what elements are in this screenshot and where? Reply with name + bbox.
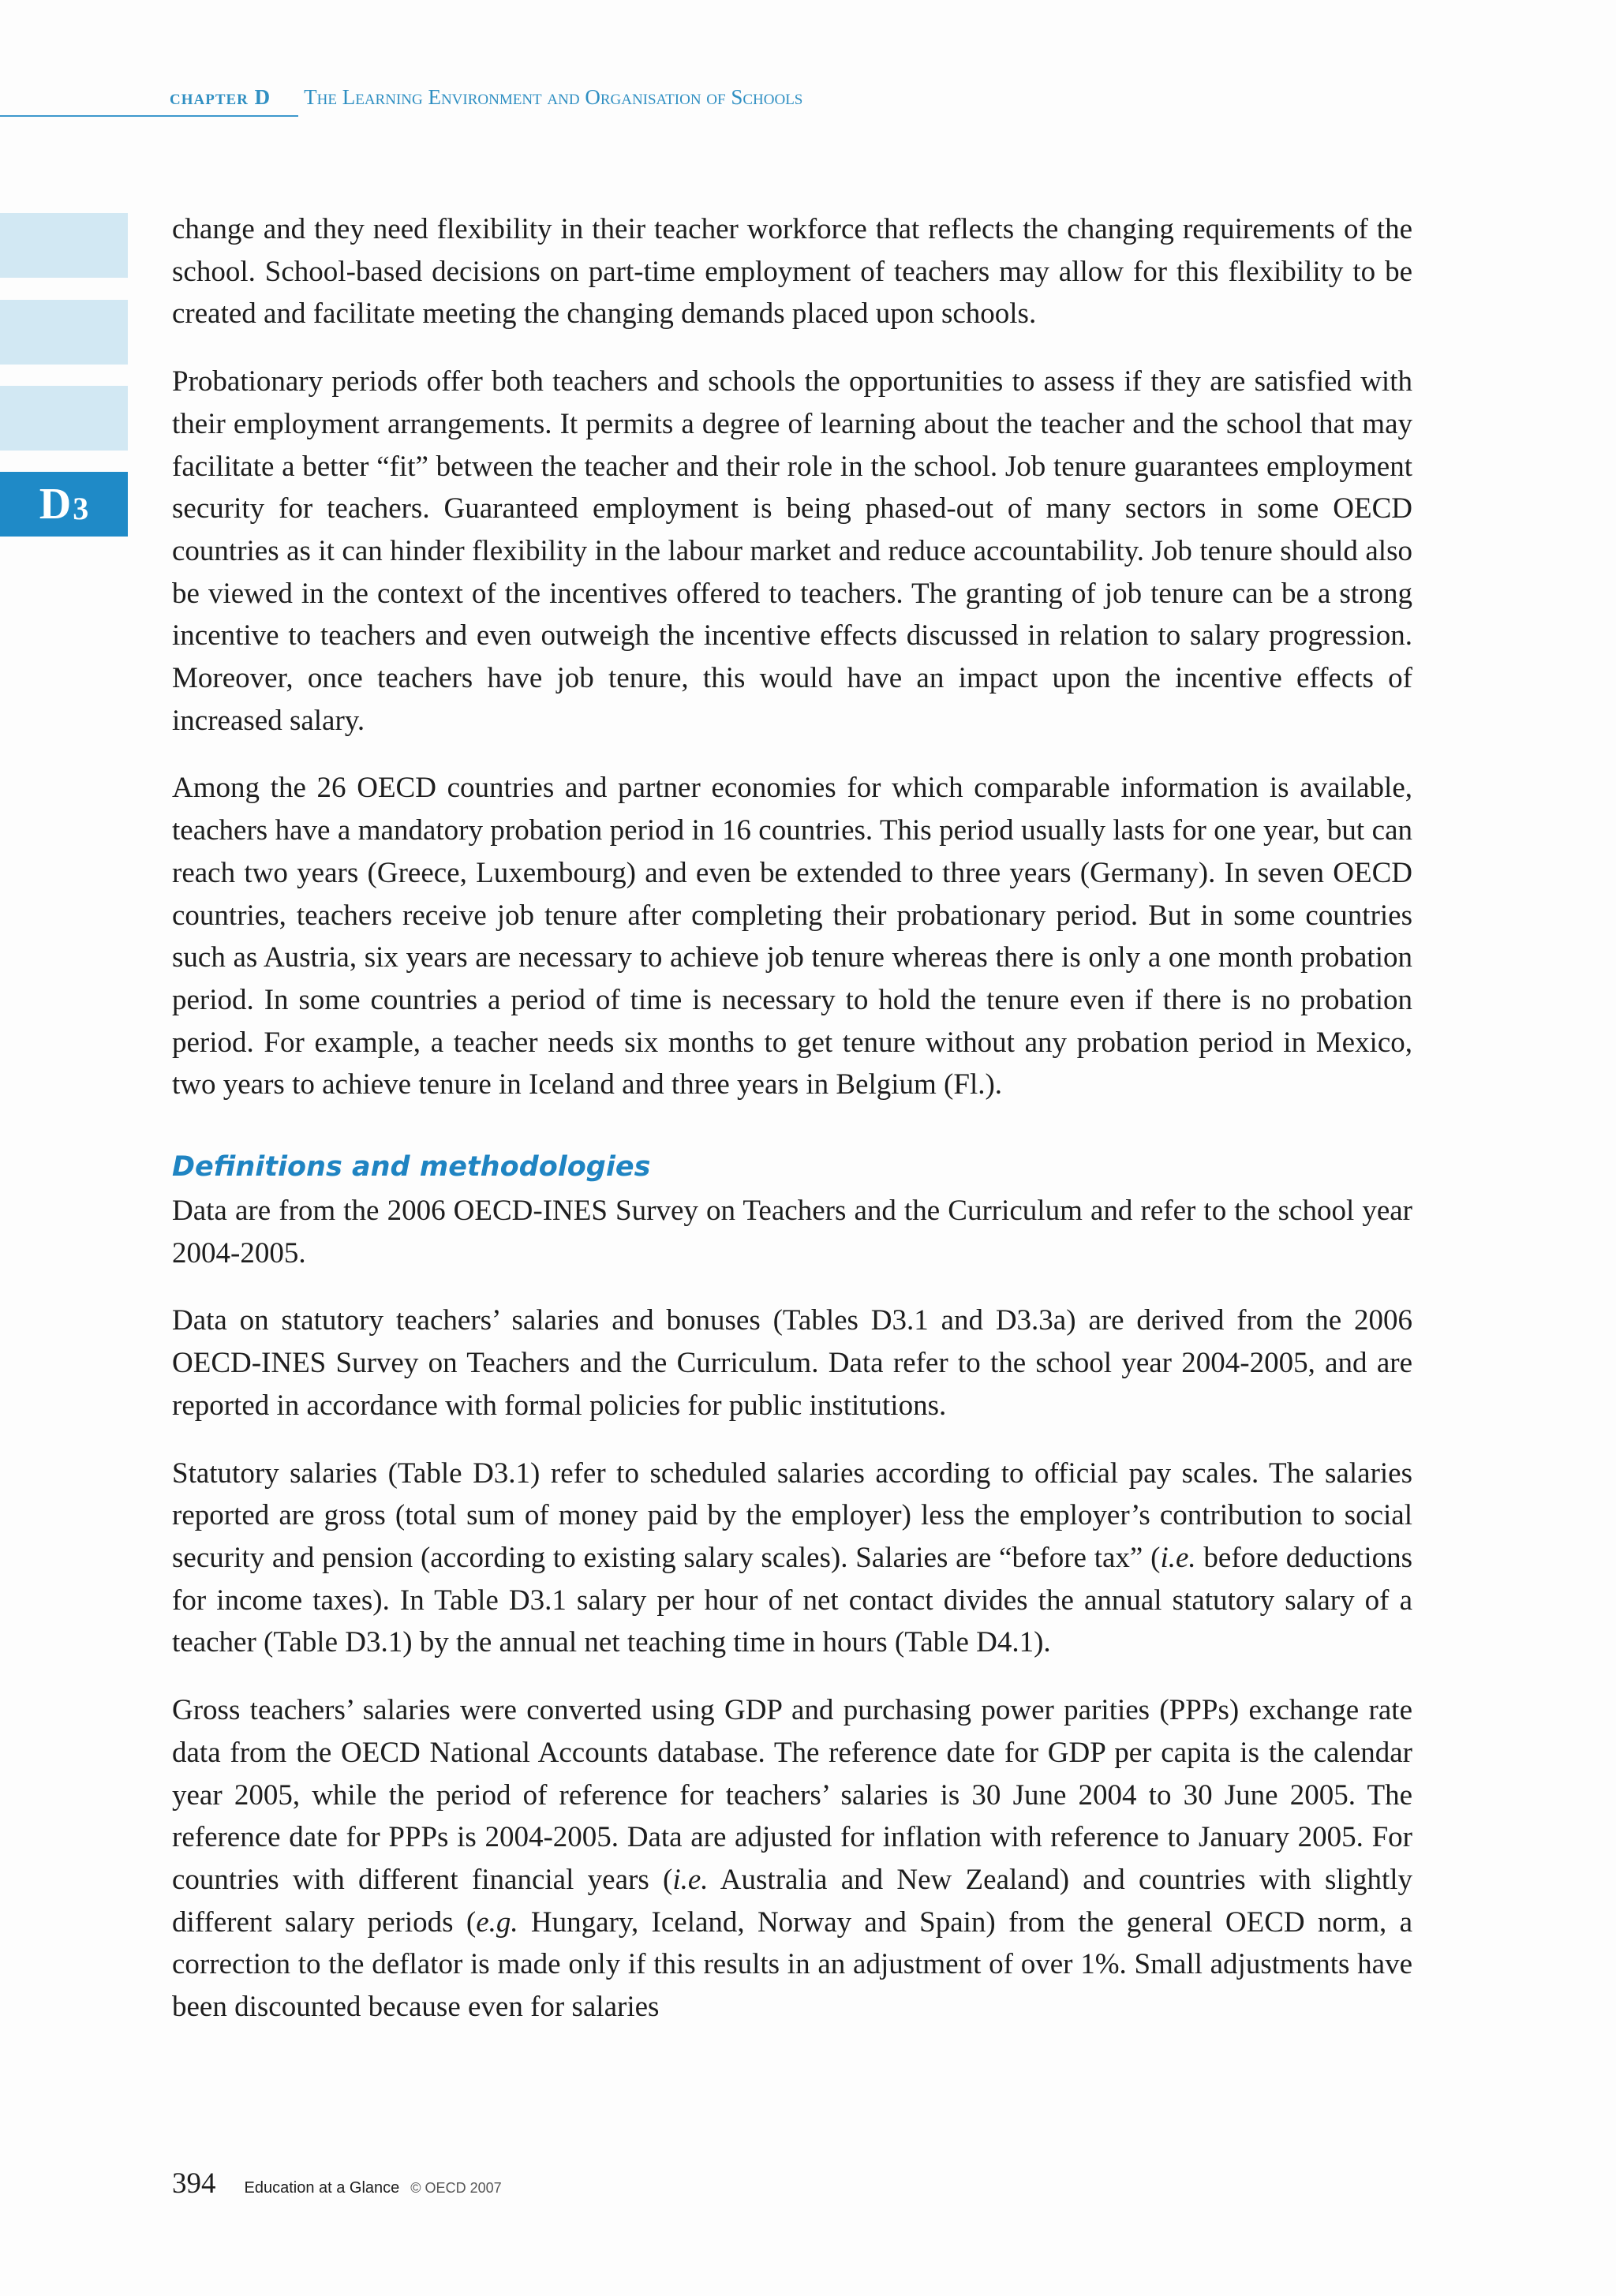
body-text bbox=[172, 208, 1412, 2054]
header-rule bbox=[0, 115, 298, 117]
side-tab-d2 bbox=[0, 300, 128, 365]
side-tab-blank bbox=[0, 386, 128, 451]
side-tab-letter: D bbox=[39, 480, 72, 529]
paragraph: change and they need flexibility in their teacher workforce that reflects the changing requirements of the school. School-based decisions on part-time employment of teachers may allow for this flexibility to be created and facilitate meeting the changing demands placed upon schools. bbox=[172, 213, 1412, 331]
paragraph: Gross teachers’ salaries were converted using GDP and purchasing power parities (PPPs) exchange rate data from the OECD National Accounts database. The reference date for GDP per capita is the calendar year 2005, while the period of reference for teachers’ salaries is 30 June 2004 to 30 June 2005. The reference date for PPPs is 2004-2005. Data are adjusted for inflation with reference to January 2005. For countries with different financial years (i.e. Australia and New Zealand) and countries with slightly different salary periods (e.g. Hungary, Iceland, Norway and Spain) from the general OECD norm, a correction to the deflator is made only if this results in an adjustment of over 1%. Small adjustments have been discounted because even for salaries bbox=[172, 1694, 1413, 2024]
page-footer bbox=[172, 2167, 502, 2201]
paragraph: Data are from the 2006 OECD-INES Survey on Teachers and the Curriculum and refer to the school year 2004-2005. bbox=[172, 1195, 1412, 1270]
section-heading: Definitions and methodologies bbox=[172, 1151, 651, 1184]
side-tab-number: 3 bbox=[73, 490, 89, 526]
paragraph: Probationary periods offer both teachers and schools the opportunities to assess if they are satisfied with their employment arrangements. It permits a degree of learning about the teacher and the school that may facilitate a better “fit” between the teacher and their role in the school. Job tenure guarantees employment security for teachers. Guaranteed employment is being phased-out of many sectors in some OECD countries as it can hinder flexibility in the labour market and reduce accountability. Job tenure should also be viewed in the context of the incentives offered to teachers. The granting of job tenure can be a strong incentive to teachers and even outweigh the incentive effects discussed in relation to salary progression. Moreover, once teachers have job tenure, this would have an impact upon the incentive effects of increased salary. bbox=[172, 365, 1412, 737]
chapter-label: chapter D bbox=[170, 85, 271, 109]
publication-title: Education at a Glance bbox=[244, 2179, 400, 2197]
page-number: 394 bbox=[172, 2167, 216, 2200]
running-header bbox=[170, 85, 802, 110]
side-tab-d3 bbox=[0, 472, 128, 537]
copyright-notice: © OECD 2007 bbox=[410, 2180, 502, 2196]
paragraph: Among the 26 OECD countries and partner economies for which comparable information is available, teachers have a mandatory probation period in 16 countries. This period usually lasts for one year, but can reach two years (Greece, Luxembourg) and even be extended to three years (Germany). In seven OECD countries, teachers receive job tenure after completing their probationary period. But in some countries such as Austria, six years are necessary to achieve job tenure whereas there is only a one month probation period. In some countries a period of time is necessary to hold the tenure even if there is no probation period. For example, a teacher needs six months to get tenure without any probation period in Mexico, two years to achieve tenure in Iceland and three years in Belgium (Fl.). bbox=[172, 772, 1412, 1101]
paragraph: Data on statutory teachers’ salaries and bonuses (Tables D3.1 and D3.3a) are derived from the 2006 OECD-INES Survey on Teachers and the Curriculum. Data refer to the school year 2004-2005, and are reported in accordance with formal policies for public institutions. bbox=[172, 1304, 1412, 1422]
chapter-title: The Learning Environment and Organisation of Schools bbox=[304, 85, 803, 109]
side-tab-d1 bbox=[0, 213, 128, 278]
paragraph: Statutory salaries (Table D3.1) refer to scheduled salaries according to official pay scales. The salaries reported are gross (total sum of money paid by the employer) less the employer’s contribution to social security and pension (according to existing salary scales). Salaries are “before tax” (i.e. before deductions for income taxes). In Table D3.1 salary per hour of net contact divides the annual statutory salary of a teacher (Table D3.1) by the annual net teaching time in hours (Table D4.1). bbox=[172, 1457, 1412, 1659]
